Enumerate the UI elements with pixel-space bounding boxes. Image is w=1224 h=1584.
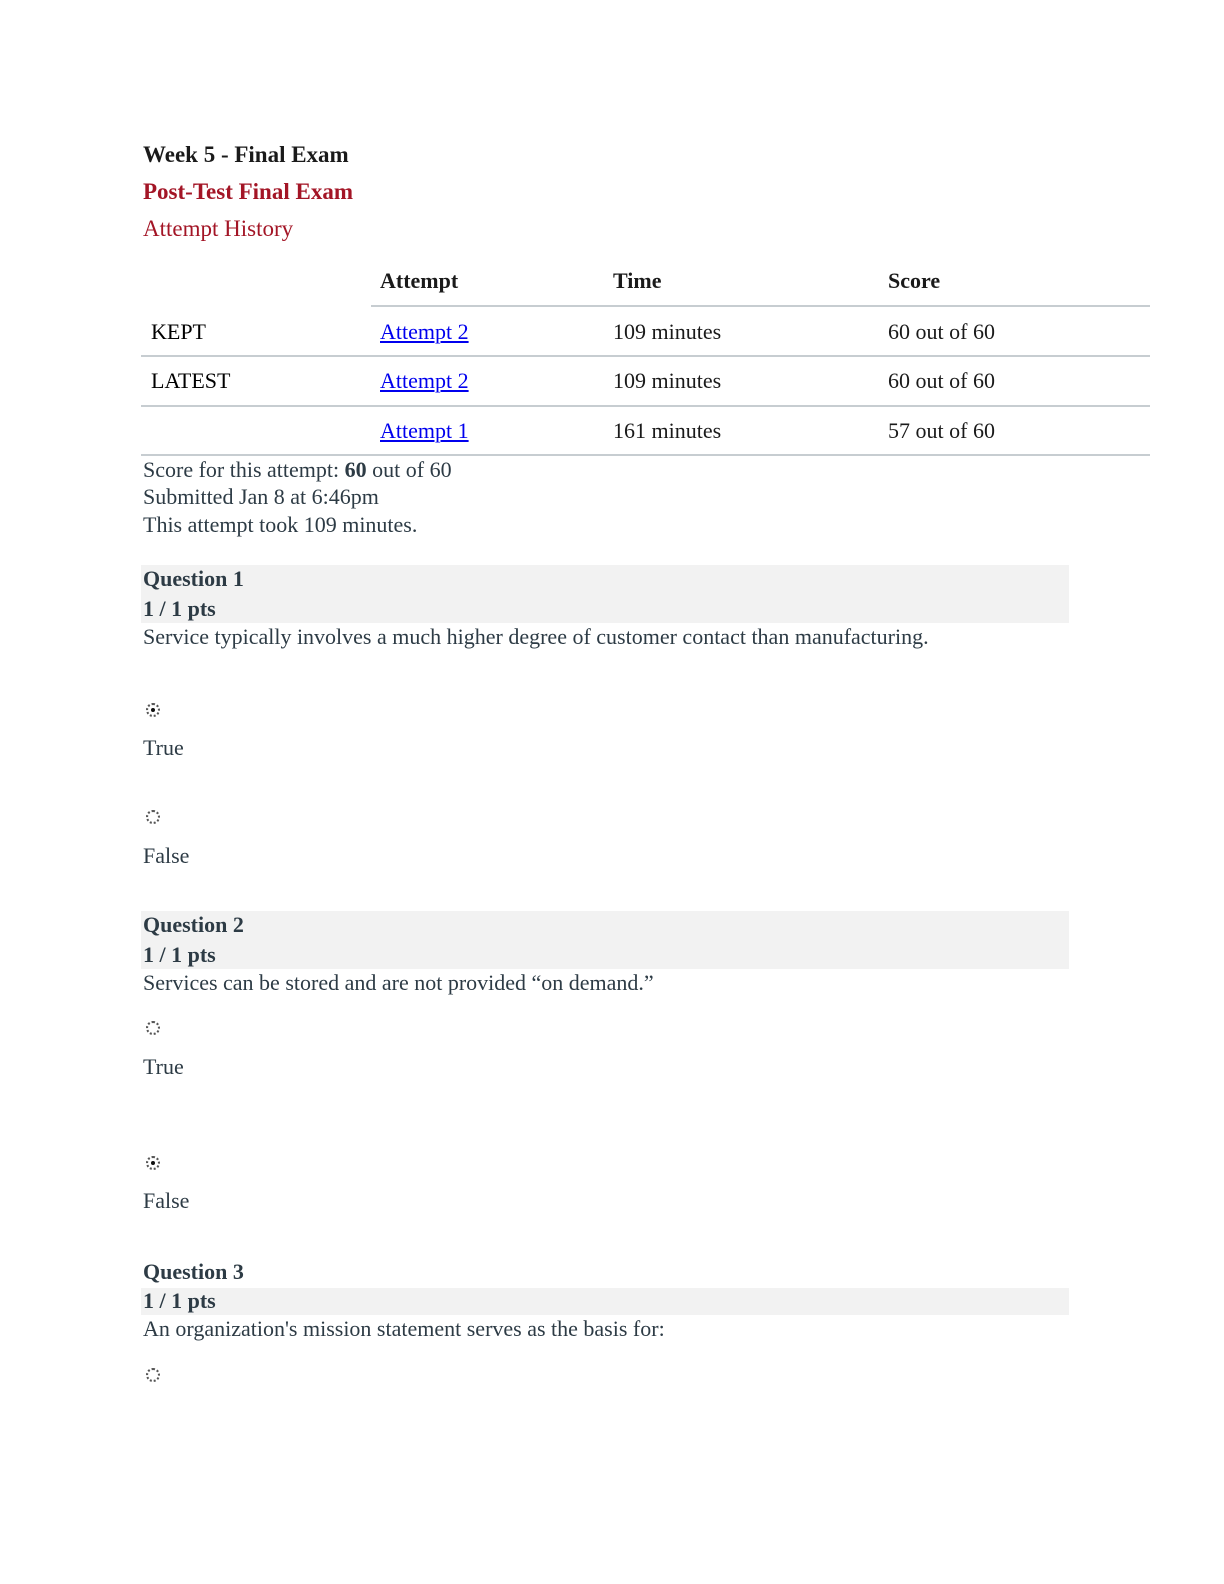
question-points: 1 / 1 pts bbox=[143, 942, 216, 967]
course-title: Week 5 - Final Exam bbox=[143, 142, 349, 167]
question-points: 1 / 1 pts bbox=[143, 1288, 216, 1313]
radio-button[interactable] bbox=[146, 1368, 160, 1382]
question-header bbox=[141, 911, 1069, 969]
answer-label: False bbox=[143, 843, 190, 868]
attempt-time: 109 minutes bbox=[613, 368, 722, 393]
question-header bbox=[141, 565, 1069, 623]
question-title: Question 1 bbox=[143, 566, 244, 591]
row-divider bbox=[141, 355, 1150, 357]
score-value: 60 bbox=[344, 457, 367, 482]
answer-label: True bbox=[143, 1054, 184, 1079]
attempt-history-heading: Attempt History bbox=[143, 216, 294, 241]
row-divider bbox=[141, 454, 1150, 456]
table-header-divider bbox=[371, 305, 1150, 307]
submitted-line: Submitted Jan 8 at 6:46pm bbox=[143, 484, 379, 509]
row-label: LATEST bbox=[151, 368, 231, 393]
attempt-score: 60 out of 60 bbox=[888, 368, 995, 393]
question-text: Service typically involves a much higher degree of customer contact than manufacturing. bbox=[143, 624, 929, 649]
row-label: KEPT bbox=[151, 319, 206, 344]
attempt-score-line bbox=[143, 457, 452, 483]
attempt-time: 161 minutes bbox=[613, 418, 722, 443]
answer-label: False bbox=[143, 1188, 190, 1213]
radio-button[interactable] bbox=[146, 703, 160, 717]
question-header bbox=[141, 1288, 1069, 1315]
attempt-score: 60 out of 60 bbox=[888, 319, 995, 344]
radio-button[interactable] bbox=[146, 1021, 160, 1035]
column-header-attempt: Attempt bbox=[380, 268, 459, 293]
answer-label: True bbox=[143, 735, 184, 760]
radio-button[interactable] bbox=[146, 1156, 160, 1170]
attempt-time: 109 minutes bbox=[613, 319, 722, 344]
question-title: Question 2 bbox=[143, 912, 244, 937]
question-text: An organization's mission statement serves as the basis for: bbox=[143, 1316, 665, 1341]
column-header-time: Time bbox=[613, 268, 662, 293]
question-points: 1 / 1 pts bbox=[143, 596, 216, 621]
question-title: Question 3 bbox=[143, 1259, 244, 1284]
score-suffix: out of 60 bbox=[372, 457, 452, 482]
column-header-score: Score bbox=[888, 268, 941, 293]
duration-line: This attempt took 109 minutes. bbox=[143, 512, 418, 537]
attempt-link[interactable]: Attempt 1 bbox=[380, 418, 469, 443]
attempt-link[interactable]: Attempt 2 bbox=[380, 319, 469, 344]
row-divider bbox=[141, 405, 1150, 407]
attempt-score: 57 out of 60 bbox=[888, 418, 995, 443]
attempt-link[interactable]: Attempt 2 bbox=[380, 368, 469, 393]
quiz-title: Post-Test Final Exam bbox=[143, 179, 353, 204]
radio-button[interactable] bbox=[146, 810, 160, 824]
question-text: Services can be stored and are not provided “on demand.” bbox=[143, 970, 654, 995]
score-prefix: Score for this attempt: bbox=[143, 457, 340, 482]
